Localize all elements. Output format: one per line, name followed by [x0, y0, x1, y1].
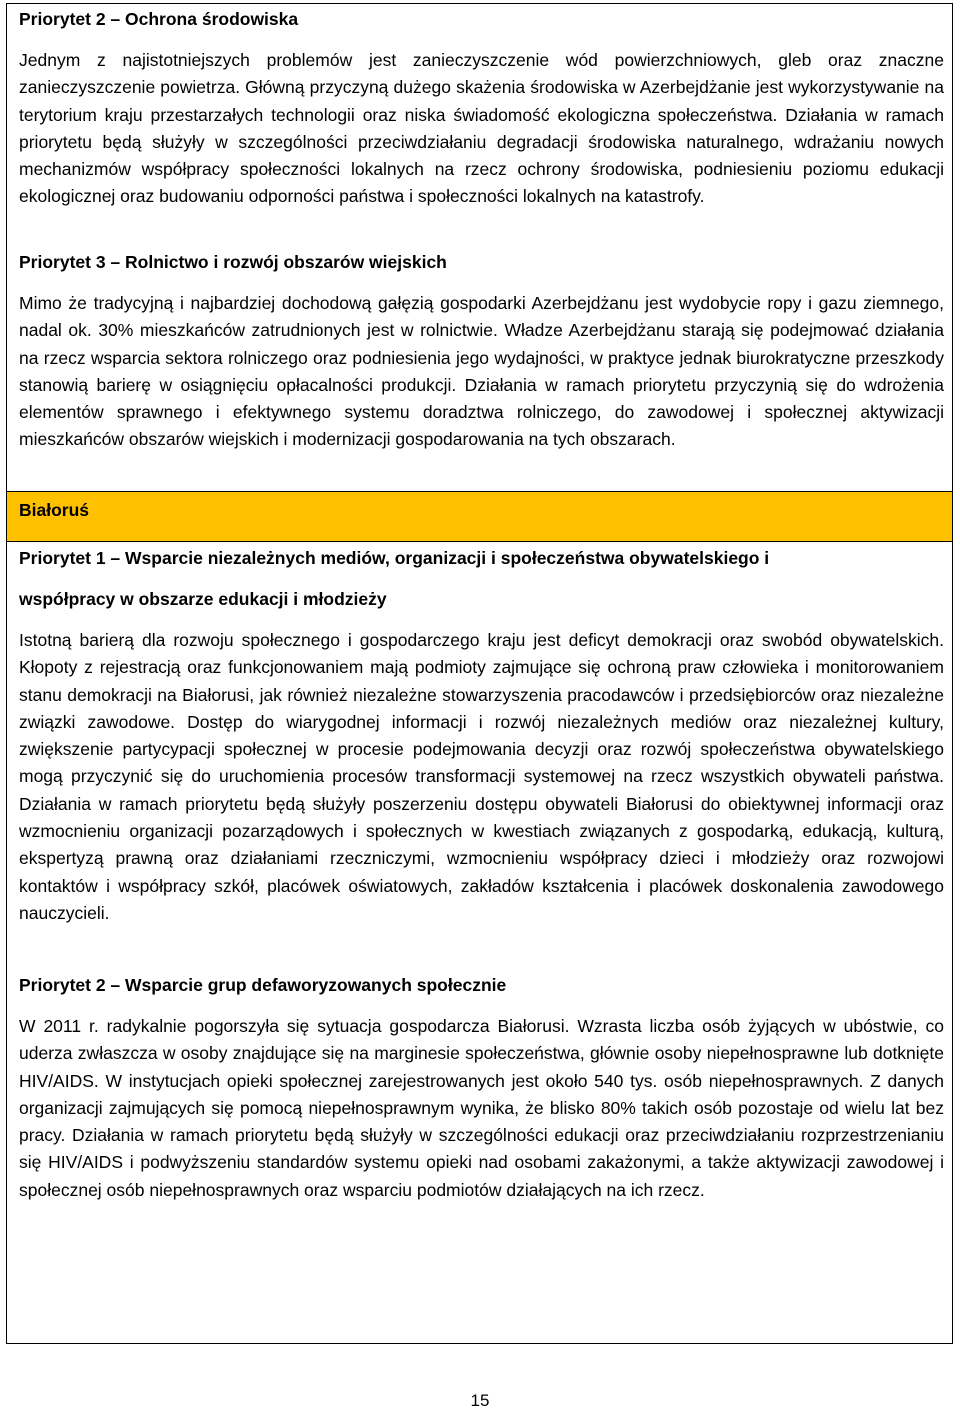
- paragraph-az-priority-3: Mimo że tradycyjną i najbardziej dochodową gałęzią gospodarki Azerbejdżanu jest wydobycie ropy i gazu ziemnego, nadal ok. 30% mieszkańców zatrudnionych jest w rolnictwie. Władze Azerbejdżanu starają się podejmować działania na rzecz wsparcia sektora rolniczego oraz podniesienia jego wydajności, w praktyce jednak biurokratyczne przeszkody stanowią barierę w osiągnięciu opłacalności produkcji. Działania w ramach priorytetu przyczynią się do wdrożenia elementów sprawnego i efektywnego systemu doradztwa rolniczego, do zawodowej i społecznej aktywizacji mieszkańców obszarów wiejskich i modernizacji gospodarowania na tych obszarach.: [19, 293, 944, 450]
- heading-az-priority-2: Priorytet 2 – Ochrona środowiska: [19, 9, 299, 29]
- heading-by-priority-1-line2: współpracy w obszarze edukacji i młodzieży: [19, 589, 387, 609]
- country-banner-label: Białoruś: [19, 500, 90, 520]
- heading-by-priority-2: Priorytet 2 – Wsparcie grup defaworyzowanych społecznie: [19, 975, 507, 995]
- country-banner: [7, 491, 952, 542]
- heading-by-priority-1-line1: Priorytet 1 – Wsparcie niezależnych mediów, organizacji i społeczeństwa obywatelskiego i: [19, 548, 770, 568]
- page-number: 15: [470, 1391, 490, 1410]
- paragraph-by-priority-2: W 2011 r. radykalnie pogorszyła się sytuacja gospodarcza Białorusi. Wzrasta liczba osób żyjących w ubóstwie, co uderza zwłaszcza w osoby znajdujące się na marginesie społeczeństwa, głównie osoby niepełnosprawne lub dotknięte HIV/AIDS. W instytucjach opieki społecznej zarejestrowanych jest około 540 tys. osób niepełnosprawnych. Z danych organizacji zajmujących się pomocą niepełnosprawnym wynika, że blisko 80% takich osób pozostaje od wielu lat bez pracy. Działania w ramach priorytetu będą służyły w szczególności edukacji oraz przeciwdziałaniu rozprzestrzenianiu się HIV/AIDS i podwyższeniu standardów systemu opieki nad osobami zakażonymi, a także aktywizacji zawodowej i społecznej osób niepełnosprawnych oraz wsparciu podmiotów działających na ich rzecz.: [19, 1016, 944, 1200]
- heading-az-priority-3: Priorytet 3 – Rolnictwo i rozwój obszarów wiejskich: [19, 252, 447, 272]
- paragraph-by-priority-1: Istotną barierą dla rozwoju społecznego i gospodarczego kraju jest deficyt demokracji oraz swobód obywatelskich. Kłopoty z rejestracją oraz funkcjonowaniem mają podmioty zajmujące się ochroną praw człowieka i monitorowaniem stanu demokracji na Białorusi, jak również niezależne stowarzyszenia pracodawców i przedsiębiorców oraz niezależne związki zawodowe. Dostęp do wiarygodnej informacji i rozwój niezależnych mediów oraz niezależnej kultury, zwiększenie partycypacji społecznej w procesie podejmowania decyzji oraz rozwój społeczeństwa obywatelskiego mogą przyczynić się do uruchomienia procesów transformacji systemowej na rzecz wszystkich obywateli państwa. Działania w ramach priorytetu będą służyły poszerzeniu dostępu obywateli Białorusi do obiektywnej informacji oraz wzmocnieniu organizacji pozarządowych i społecznych w kwestiach związanych z gospodarką, edukacją, kulturą, ekspertyzą prawną oraz działaniami rzeczniczymi, wzmocnieniu współpracy dzieci i młodzieży oraz rozwojowi kontaktów i współpracy szkół, placówek oświatowych, zakładów kształcenia i placówek doskonalenia zawodowego nauczycieli.: [19, 630, 944, 923]
- paragraph-az-priority-2: Jednym z najistotniejszych problemów jest zanieczyszczenie wód powierzchniowych, gleb oraz znaczne zanieczyszczenie powietrza. Główną przyczyną dużego skażenia środowiska w Azerbejdżanie jest wykorzystywanie na terytorium kraju przestarzałych technologii oraz niska świadomość ekologiczna społeczeństwa. Działania w ramach priorytetu będą służyły w szczególności przeciwdziałaniu degradacji środowiska naturalnego, wdrażaniu nowych mechanizmów współpracy społeczności lokalnych na rzecz ochrony środowiska, podniesieniu poziomu edukacji ekologicznej oraz budowaniu odporności państwa i społeczności lokalnych na katastrofy.: [19, 50, 944, 207]
